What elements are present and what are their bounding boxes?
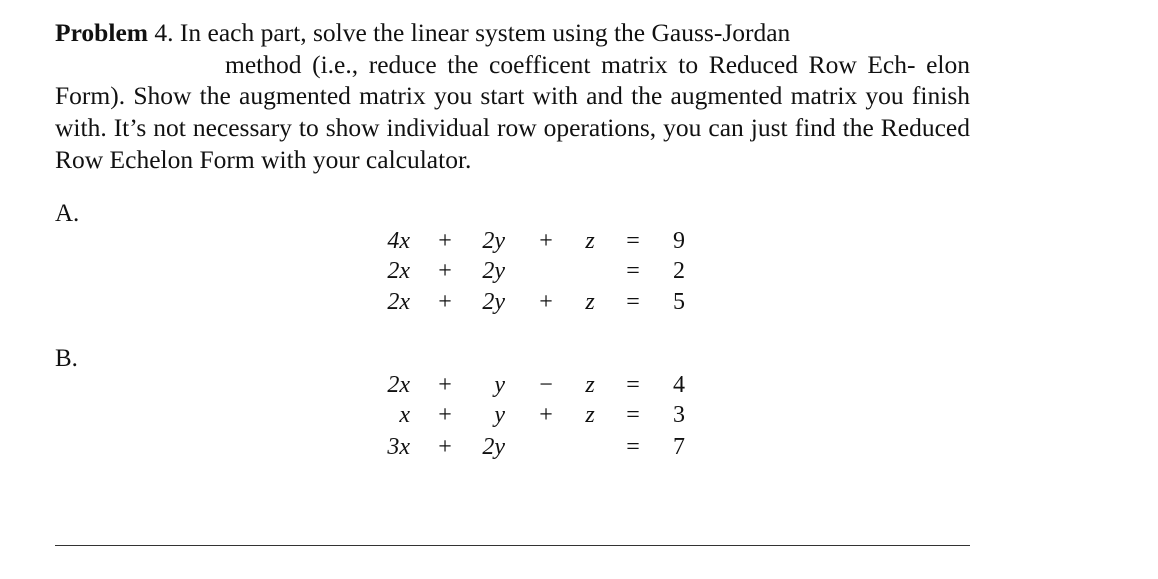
equation-term: z <box>585 402 595 428</box>
equation-term: + <box>438 289 452 315</box>
equation-row <box>0 289 1158 319</box>
equation-row <box>0 228 1158 258</box>
equation-term: 2y <box>482 258 505 284</box>
part-b-label: B. <box>55 345 78 372</box>
problem-heading: Problem <box>55 18 149 47</box>
equation-term: 3 <box>673 402 685 428</box>
equation-term: z <box>585 289 595 315</box>
problem-text-line1: In each part, solve the linear system using the Gauss-Jordan <box>179 18 791 47</box>
equation-term: z <box>585 228 595 254</box>
equation-term: = <box>626 372 640 398</box>
equation-term: 2y <box>482 289 505 315</box>
equation-term: + <box>438 372 452 398</box>
equation-term: y <box>494 372 505 398</box>
equation-term: + <box>539 402 553 428</box>
equation-term: − <box>539 372 553 398</box>
equation-term: 4x <box>387 228 410 254</box>
equation-term: 2x <box>387 289 410 315</box>
equation-term: 2y <box>482 228 505 254</box>
equation-term: 2x <box>387 372 410 398</box>
equation-term: 5 <box>673 289 685 315</box>
equation-term: + <box>438 402 452 428</box>
equation-term: y <box>494 402 505 428</box>
equation-row <box>0 402 1158 432</box>
equation-term: 2 <box>673 258 685 284</box>
equation-term: 3x <box>387 434 410 460</box>
equation-term: + <box>438 434 452 460</box>
equation-term: 2y <box>482 434 505 460</box>
equation-row <box>0 372 1158 402</box>
equation-term: 4 <box>673 372 685 398</box>
problem-text: method (i.e., reduce the coefficent matrix to Reduced Row Ech- elon Form). Show the augmented matrix you start with and the augmented matrix you finish with. It’s not necessary to show individual row operations, you can just find the Reduced Row Echelon Form with your calculator. <box>55 49 970 174</box>
equation-term: + <box>539 289 553 315</box>
equation-row <box>0 258 1158 288</box>
equation-term: = <box>626 402 640 428</box>
equation-term: 9 <box>673 228 685 254</box>
equation-term: + <box>438 258 452 284</box>
equation-term: + <box>539 228 553 254</box>
equation-row <box>0 434 1158 464</box>
equation-term: = <box>626 258 640 284</box>
equation-term: x <box>399 402 410 428</box>
equation-term: z <box>585 372 595 398</box>
equation-term: = <box>626 228 640 254</box>
problem-statement <box>55 17 970 176</box>
part-a-label: A. <box>55 200 80 227</box>
horizontal-rule <box>55 545 970 546</box>
equation-term: = <box>626 434 640 460</box>
equation-term: = <box>626 289 640 315</box>
problem-number: 4. <box>154 18 174 47</box>
equation-term: 2x <box>387 258 410 284</box>
equation-term: 7 <box>673 434 685 460</box>
equation-term: + <box>438 228 452 254</box>
